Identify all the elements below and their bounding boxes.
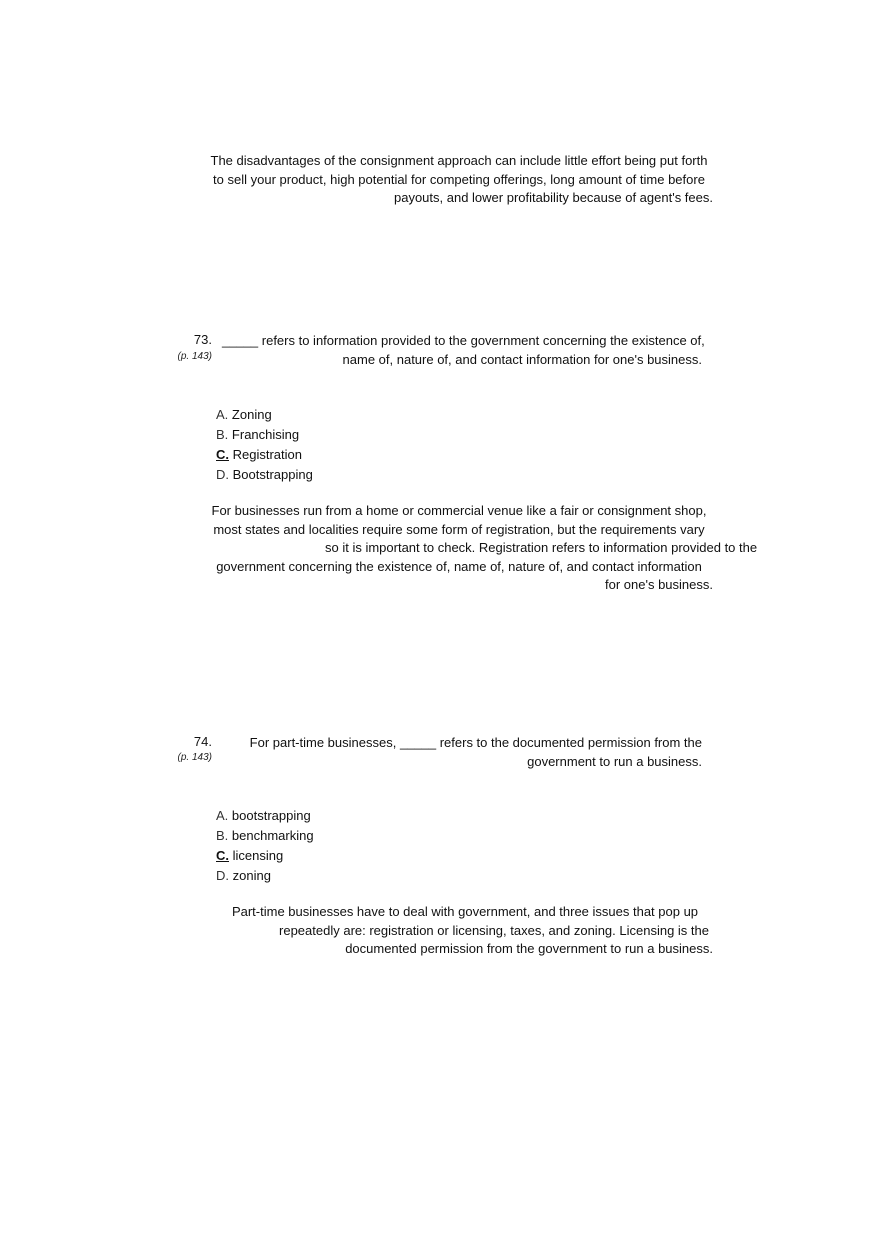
explanation-line: most states and localities require some form of registration, but the requirements vary [213, 521, 705, 537]
correct-answer-marker: C. [216, 447, 229, 462]
stem-line: government to run a business. [527, 753, 702, 769]
answer-explanation [205, 903, 713, 959]
explanation-line: repeatedly are: registration or licensing, taxes, and zoning. Licensing is the [279, 922, 709, 938]
explanation-line: to sell your product, high potential for competing offerings, long amount of time before [213, 171, 705, 187]
answer-choices [216, 405, 313, 485]
choice-d: D. zoning [216, 868, 271, 883]
correct-answer-marker: C. [216, 848, 229, 863]
question-number: 74. [193, 734, 212, 749]
intro-explanation [205, 152, 713, 208]
choice-a: A. Zoning [216, 407, 272, 422]
answer-explanation [205, 502, 758, 595]
page-reference: (p. 143) [177, 752, 212, 763]
question-stem [222, 332, 705, 369]
choice-b: B. benchmarking [216, 828, 314, 843]
explanation-line: so it is important to check. Registration refers to information provided to the [325, 540, 758, 555]
page-reference: (p. 143) [177, 351, 212, 362]
stem-line: _____ refers to information provided to the government concerning the existence of, [222, 333, 705, 348]
choice-d: D. Bootstrapping [216, 467, 313, 482]
stem-line: For part-time businesses, _____ refers to the documented permission from the [249, 735, 702, 750]
explanation-line: for one's business. [605, 577, 713, 592]
stem-line: name of, nature of, and contact information for one's business. [342, 351, 702, 367]
explanation-line: For businesses run from a home or commercial venue like a fair or consignment shop, [211, 503, 707, 518]
explanation-line: Part-time businesses have to deal with government, and three issues that pop up [231, 904, 699, 919]
explanation-line: government concerning the existence of, name of, nature of, and contact information [216, 558, 702, 574]
choice-c-correct: C. licensing [216, 848, 284, 863]
question-number: 73. [193, 332, 212, 347]
explanation-line: payouts, and lower profitability because of agent's fees. [393, 190, 713, 205]
explanation-line: documented permission from the government to run a business. [345, 941, 713, 956]
choice-c-correct: C. Registration [216, 447, 302, 462]
explanation-line: The disadvantages of the consignment approach can include little effort being put forth [210, 153, 708, 168]
choice-b: B. Franchising [216, 427, 300, 442]
answer-choices [216, 806, 314, 886]
question-stem [222, 734, 702, 771]
choice-a: A. bootstrapping [216, 808, 311, 823]
